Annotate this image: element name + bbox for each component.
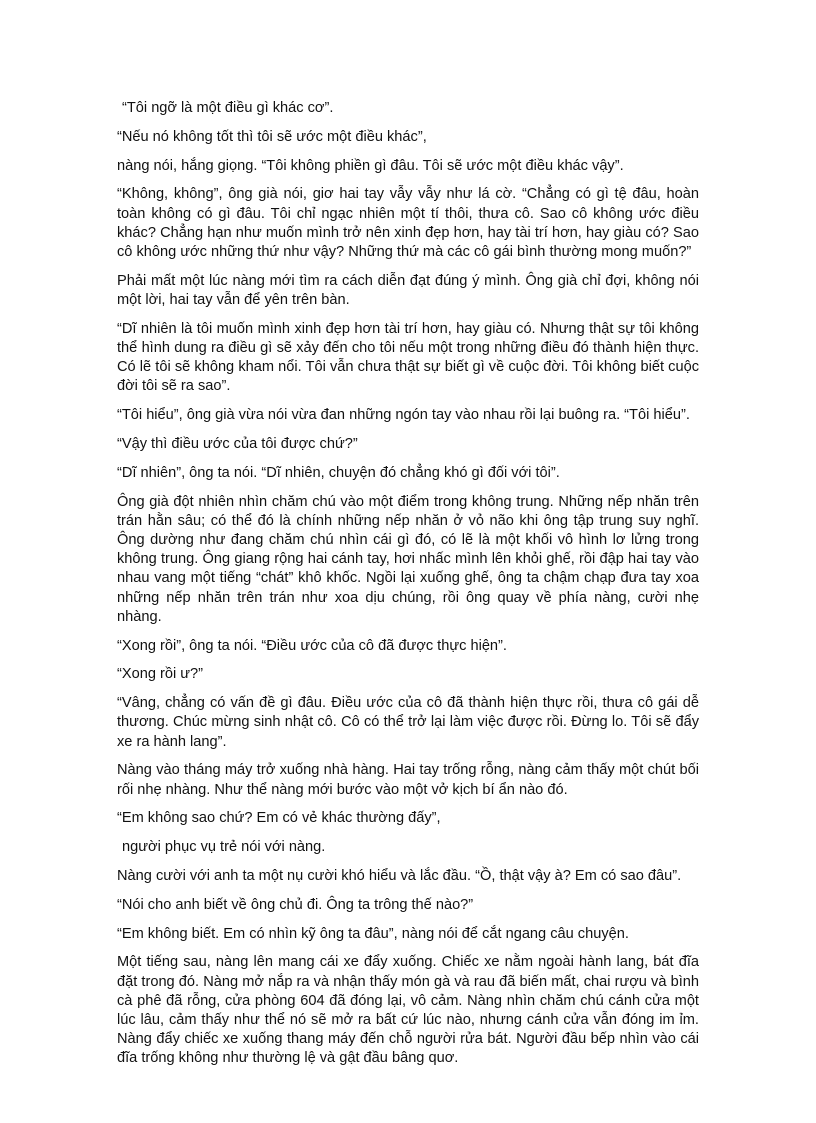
- paragraph: “Dĩ nhiên là tôi muốn mình xinh đẹp hơn tài trí hơn, hay giàu có. Nhưng thật sự tôi không thể hình dung ra điều gì sẽ xảy đến cho tôi nếu một trong những điều đó thành hiện thực. Có lẽ tôi sẽ không kham nổi. Tôi vẫn chưa thật sự biết gì về cuộc đời. Tôi không biết cuộc đời tôi sẽ ra sao”.: [117, 320, 699, 395]
- paragraph: Nàng vào tháng máy trở xuống nhà hàng. Hai tay trống rỗng, nàng cảm thấy một chút bối rối nhẹ nhàng. Như thể nàng mới bước vào một vở kịch bí ẩn nào đó.: [117, 762, 699, 798]
- paragraph: “Nói cho anh biết về ông chủ đi. Ông ta trông thế nào?”: [117, 896, 474, 913]
- paragraph: “Xong rồi”, ông ta nói. “Điều ước của cô đã được thực hiện”.: [117, 637, 507, 654]
- paragraph: nàng nói, hắng giọng. “Tôi không phiền gì đâu. Tôi sẽ ước một điều khác vậy”.: [117, 157, 624, 174]
- paragraph: Nàng cười với anh ta một nụ cười khó hiểu và lắc đầu. “Ồ, thật vậy à? Em có sao đâu”.: [117, 868, 682, 884]
- paragraph: “Tôi hiểu”, ông già vừa nói vừa đan những ngón tay vào nhau rồi lại buông ra. “Tôi hiểu”.: [117, 407, 690, 424]
- paragraph: Ông già đột nhiên nhìn chăm chú vào một điểm trong không trung. Những nếp nhăn trên trán hằn sâu; có thể đó là chính những nếp nhăn ở vỏ não khi ông tập trung suy nghĩ. Ông dường như đang chăm chú nhìn cái gì đó, có lẽ là một khối vô hình lơ lửng trong không trung. Ông giang rộng hai cánh tay, hơi nhấc mình lên khỏi ghế, rồi đập hai tay vào nhau vang một tiếng “chát” khô khốc. Ngồi lại xuống ghế, ông ta chậm chạp đưa tay xoa những nếp nhăn trên trán như xoa dịu chúng, rồi ông quay về phía nàng, cười nhẹ nhàng.: [117, 493, 699, 625]
- paragraph: “Vậy thì điều ước của tôi được chứ?”: [117, 436, 358, 452]
- paragraph: Một tiếng sau, nàng lên mang cái xe đẩy xuống. Chiếc xe nằm ngoài hành lang, bát đĩa đặt trong đó. Nàng mở nắp ra và nhận thấy món gà và rau đã biến mất, chai rượu và bình cà phê đã rỗng, cửa phòng 604 đã đóng lại, vô cảm. Nàng nhìn chăm chú cánh cửa một lúc lâu, cảm thấy như thể nó sẽ mở ra bất cứ lúc nào, nhưng cánh cửa vẫn đóng im ỉm. Nàng đẩy chiếc xe xuống thang máy đến chỗ người rửa bát. Người đầu bếp nhìn vào cái đĩa trống không như thường lệ và gật đầu bâng quơ.: [117, 954, 699, 1067]
- paragraph: Phải mất một lúc nàng mới tìm ra cách diễn đạt đúng ý mình. Ông già chỉ đợi, không nói một lời, hai tay vẫn để yên trên bàn.: [117, 272, 699, 308]
- paragraph: “Dĩ nhiên”, ông ta nói. “Dĩ nhiên, chuyện đó chẳng khó gì đối với tôi”.: [117, 464, 560, 481]
- paragraph: người phục vụ trẻ nói với nàng.: [122, 839, 326, 856]
- paragraph: “Nếu nó không tốt thì tôi sẽ ước một điều khác”,: [117, 128, 427, 145]
- paragraph: “Em không biết. Em có nhìn kỹ ông ta đâu”, nàng nói để cắt ngang câu chuyện.: [117, 925, 629, 942]
- paragraph: “Vâng, chẳng có vấn đề gì đâu. Điều ước của cô đã thành hiện thực rồi, thưa cô gái dễ thương. Chúc mừng sinh nhật cô. Cô có thể trở lại làm việc được rồi. Đừng lo. Tôi sẽ đẩy xe ra hành lang”.: [117, 695, 699, 750]
- paragraph: “Xong rồi ư?”: [117, 666, 204, 683]
- document-page: [117, 99, 699, 1078]
- paragraph: “Em không sao chứ? Em có vẻ khác thường đấy”,: [117, 810, 441, 827]
- paragraph: “Tôi ngỡ là một điều gì khác cơ”.: [122, 100, 334, 116]
- paragraph: “Không, không”, ông già nói, giơ hai tay vẫy vẫy như lá cờ. “Chẳng có gì tệ đâu, hoàn toàn không có gì đâu. Tôi chỉ ngạc nhiên một tí thôi, thưa cô. Sao cô không ước điều khác? Chẳng hạn như muốn mình trở nên xinh đẹp hơn, hay tài trí hơn, hay giàu có? Sao cô không ước những thứ như vậy? Những thứ mà các cô gái bình thường mong muốn?”: [117, 186, 699, 260]
